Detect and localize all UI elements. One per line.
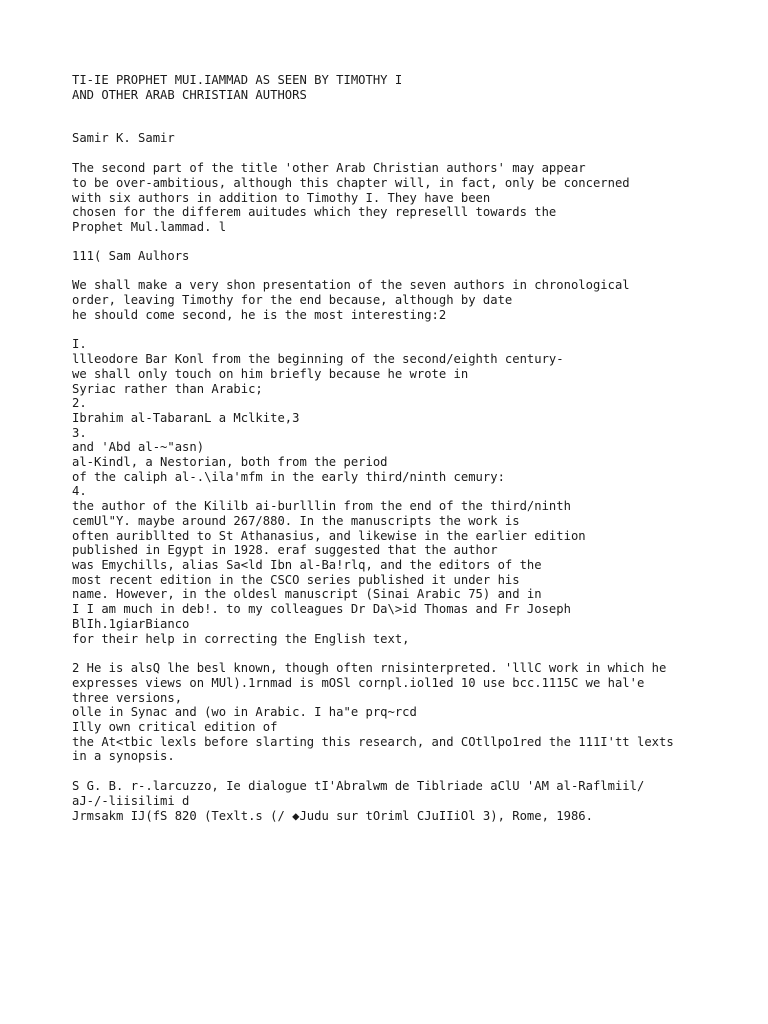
paragraph-line: with six authors in addition to Timothy I. They have been [72,190,491,205]
list-line: name. However, in the oldesl manuscript (Sinai Arabic 75) and in [72,587,542,602]
footnote-line: expresses views on MUl).1rnmad is mOSl cornpl.iol1ed 10 use bcc.1115C we hal'e [72,675,645,690]
list-line: cemUl"Y. maybe around 267/880. In the manuscripts the work is [72,513,520,528]
list-line: we shall only touch on him briefly because he wrote in [72,366,469,381]
footnote-line: Jrmsakm IJ(fS 820 (Texlt.s (/ ◆Judu sur tOriml CJuIIiOl 3), Rome, 1986. [72,808,593,823]
list-line: Ibrahim al-TabaranL a Mclkite,3 [72,410,300,425]
list-line: the author of the Kililb ai-burlllin from the end of the third/ninth [72,499,571,514]
footnote-3 [72,779,752,823]
footnote-line: three versions, [72,690,183,705]
author-name: Samir K. Samir [72,131,175,146]
footnote-line: in a synopsis. [72,749,175,764]
footnote-line: olle in Synac and (wo in Arabic. I ha"e prq~rcd [72,705,417,720]
paragraph-line: chosen for the differem auitudes which they represelll towards the [72,205,557,220]
paragraph-line: Prophet Mul.lammad. l [72,219,227,234]
list-line: and 'Abd al-~"asn) [72,440,205,455]
list-line: al-Kindl, a Nestorian, both from the period [72,455,388,470]
list-line: BlIh.1giarBianco [72,616,190,631]
section-heading: 111( Sam Aulhors [72,248,190,263]
title-line: AND OTHER ARAB CHRISTIAN AUTHORS [72,87,307,102]
paragraph-line: The second part of the title 'other Arab Christian authors' may appear [72,161,586,176]
list-line: 2. [72,396,87,411]
footnote-line: the At<tbic lexls before slarting this research, and COtllpo1red the 111I'tt lexts [72,734,674,749]
list-line: for their help in correcting the English text, [72,631,410,646]
footnote-line: aJ-/-liisilimi d [72,793,190,808]
list-line: of the caliph al-.\ila'mfm in the early third/ninth cemury: [72,469,505,484]
list-line: often auribllted to St Athanasius, and likewise in the earlier edition [72,528,586,543]
list-line: llleodore Bar Konl from the beginning of the second/eighth century- [72,352,564,367]
list-line: most recent edition in the CSCO series published it under his [72,572,520,587]
list-line: I. [72,337,87,352]
list-line: published in Egypt in 1928. eraf suggested that the author [72,543,498,558]
list-line: was Emychills, alias Sa<ld Ibn al-Ba!rlq, and the editors of the [72,557,542,572]
paragraph-line: to be over-ambitious, although this chapter will, in fact, only be concerned [72,175,630,190]
footnote-line: 2 He is alsQ lhe besl known, though often rnisinterpreted. 'lllC work in which he [72,661,667,676]
list-line: Syriac rather than Arabic; [72,381,263,396]
list-line: 3. [72,425,87,440]
paragraph-line: order, leaving Timothy for the end because, although by date [72,293,513,308]
document-title [72,73,752,102]
list-line: I I am much in deb!. to my colleagues Dr Da\>id Thomas and Fr Joseph [72,602,571,617]
intro-paragraph [72,161,752,235]
paragraph-line: he should come second, he is the most interesting:2 [72,307,447,322]
footnote-2 [72,661,752,764]
document-page [72,73,752,823]
title-line: TI-IE PROPHET MUI.IAMMAD AS SEEN BY TIMOTHY I [72,73,403,87]
footnote-line: S G. B. r-.larcuzzo, Ie dialogue tI'Abralwm de Tiblriade aClU 'AM al-Raflmiil/ [72,779,645,794]
footnote-line: Illy own critical edition of [72,720,278,735]
section-paragraph [72,278,752,322]
author-list [72,337,752,646]
list-line: 4. [72,484,87,499]
paragraph-line: We shall make a very shon presentation of the seven authors in chronological [72,278,630,293]
